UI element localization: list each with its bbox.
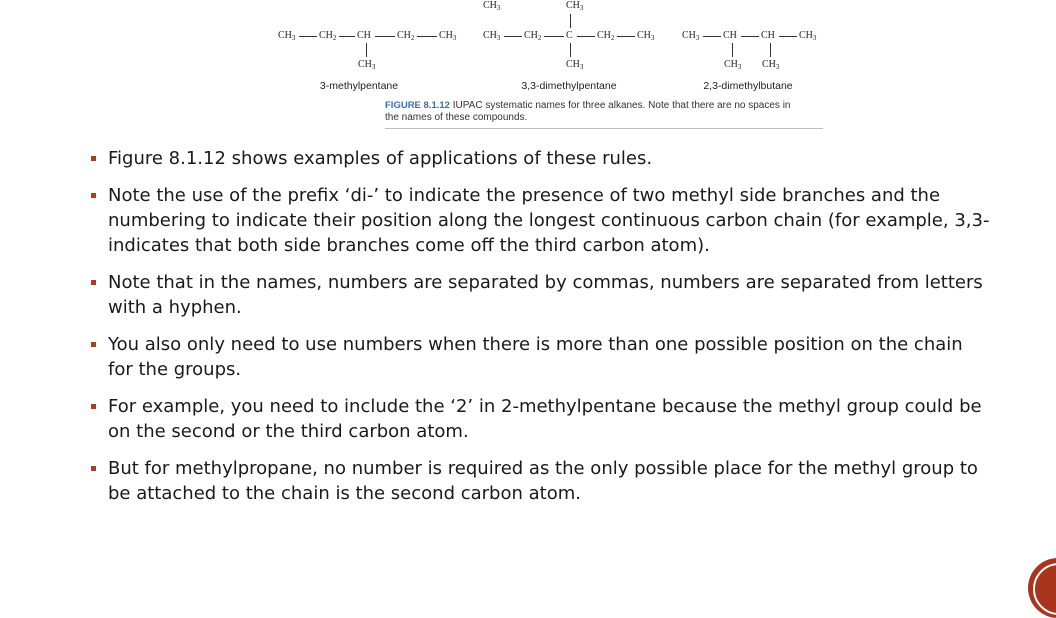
chem-ch3: $CH_3$ <box>566 59 584 71</box>
chem-ch2: $CH_2$ <box>597 30 615 42</box>
bullet-item: Note the use of the prefix ‘di-’ to indicate the presence of two methyl side branches and the numbering to indicate their position along the longest continuous carbon chain (for example, 3,3- indicates that both side branches come off the third carbon atom). <box>88 183 993 258</box>
chem-ch3: $CH_3$ <box>278 30 296 42</box>
bullet-item: Figure 8.1.12 shows examples of applications of these rules. <box>88 146 993 171</box>
figure-caption <box>385 100 805 124</box>
bullet-item: But for methylpropane, no number is required as the only possible place for the methyl group to be attached to the chain is the second carbon atom. <box>88 456 993 506</box>
compound-name: 3-methylpentane <box>319 80 399 92</box>
chem-ch2: $CH_2$ <box>397 30 415 42</box>
corner-decoration <box>1028 558 1056 618</box>
compound-name: 3,3-dimethylpentane <box>521 80 617 92</box>
bullet-list <box>88 146 993 518</box>
chem-ch3: $CH_3$ <box>724 59 742 71</box>
compound-name: 2,3-dimethylbutane <box>703 80 793 92</box>
chem-ch2: $CH_2$ <box>524 30 542 42</box>
chem-ch3: $CH_3$ <box>358 59 376 71</box>
chem-ch3: $CH_3$ <box>483 30 501 42</box>
chem-ch3: $CH_3$ <box>637 30 655 42</box>
chem-ch: CH <box>357 30 371 41</box>
chem-ch: CH <box>723 30 737 41</box>
chem-ch3: $CH_3$ <box>439 30 457 42</box>
bullet-item: For example, you need to include the ‘2’ in 2-methylpentane because the methyl group could be on the second or the third carbon atom. <box>88 394 993 444</box>
caption-divider <box>385 128 823 129</box>
bullet-item: Note that in the names, numbers are separated by commas, numbers are separated from letters with a hyphen. <box>88 270 993 320</box>
figure-caption-text: IUPAC systematic names for three alkanes. Note that there are no spaces in the names of these compounds. <box>385 100 791 123</box>
chem-ch3: $CH_3$ <box>682 30 700 42</box>
alkane-figure <box>270 0 830 130</box>
chem-ch: CH <box>761 30 775 41</box>
chem-c: C <box>566 30 573 41</box>
chem-ch3: $CH_3$ <box>762 59 780 71</box>
chem-ch2: $CH_2$ <box>319 30 337 42</box>
chem-ch3: $CH_3$ <box>566 0 584 12</box>
figure-caption-label: FIGURE 8.1.12 <box>385 100 450 111</box>
chem-ch3: $CH_3$ <box>483 0 501 12</box>
bullet-item: You also only need to use numbers when there is more than one possible position on the chain for the groups. <box>88 332 993 382</box>
chem-ch3: $CH_3$ <box>799 30 817 42</box>
